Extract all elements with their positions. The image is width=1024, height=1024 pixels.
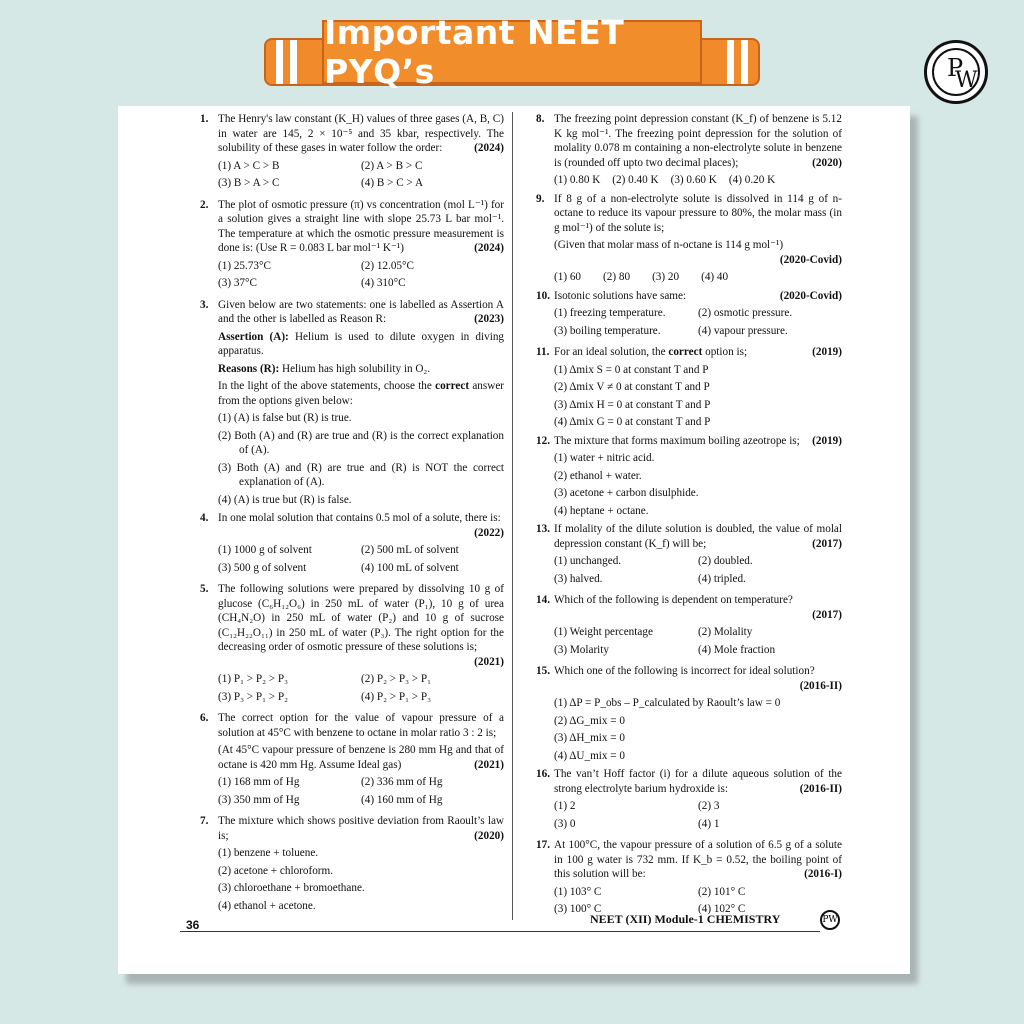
option[interactable]: (1) A > C > B [218, 159, 280, 172]
question-text: Isotonic solutions have same: [554, 289, 687, 302]
page-number: 36 [186, 918, 200, 932]
options [218, 159, 504, 194]
option[interactable]: (3) 0 [554, 817, 576, 830]
option[interactable]: (1) ΔP = P_obs – P_calculated by Raoult’s law = 0 [554, 697, 781, 709]
option[interactable]: (3) 20 [652, 271, 680, 283]
assertion-label: Assertion (A): [218, 330, 289, 343]
options [554, 451, 842, 518]
option[interactable]: (2) osmotic pressure. [698, 307, 793, 319]
question-17 [536, 838, 842, 920]
option[interactable]: (2) Δmix V ≠ 0 at constant T and P [554, 381, 710, 393]
question-text: Given below are two statements: one is labelled as Assertion A and the other is labelled as Reason R: [218, 298, 504, 325]
pw-logo-ring [932, 48, 980, 96]
question-6 [200, 711, 504, 810]
option[interactable]: (4) 40 [701, 271, 729, 283]
option[interactable]: (2) 0.40 K [612, 174, 659, 186]
options [218, 543, 504, 578]
options [218, 259, 504, 294]
question-text: If 8 g of a non-electrolyte solute is dissolved in 114 g of n-octane to reduce its vapour pressure to 80%, the molar mass (in g mol⁻¹) of the solute is; [554, 192, 842, 234]
question-year: (2021) [474, 758, 504, 771]
option[interactable]: (3) P₃ > P₁ > P₂ [218, 690, 289, 703]
options [218, 672, 504, 707]
question-year: (2024) [474, 142, 504, 154]
option[interactable]: (3) Both (A) and (R) are true and (R) is NOT the correct explanation of (A). [218, 461, 504, 488]
option[interactable]: (1) 168 mm of Hg [218, 776, 300, 788]
options [554, 270, 842, 285]
question-number: 12. [536, 434, 550, 447]
option[interactable]: (4) ethanol + acetone. [218, 899, 316, 912]
left-column [200, 112, 504, 917]
question-5 [200, 582, 504, 707]
question-year: (2024) [474, 242, 504, 254]
question-year: (2019) [812, 434, 842, 447]
option[interactable]: (4) 160 mm of Hg [361, 793, 443, 806]
pw-logo [924, 40, 988, 104]
question-year: (2022) [474, 526, 504, 539]
question-1 [200, 112, 504, 194]
question-8 [536, 112, 842, 188]
option[interactable]: (1) benzene + toluene. [218, 847, 319, 859]
question-number: 9. [536, 192, 545, 205]
option[interactable]: (2) Molality [698, 626, 753, 638]
question-text: Which of the following is dependent on temperature? [554, 594, 793, 606]
option[interactable]: (2) acetone + chloroform. [218, 864, 334, 877]
option[interactable]: (2) P₂ > P₃ > P₁ [361, 673, 432, 685]
option[interactable]: (1) P₁ > P₂ > P₃ [218, 673, 289, 685]
option[interactable]: (3) acetone + carbon disulphide. [554, 487, 699, 499]
question-number: 16. [536, 768, 550, 780]
question-text: In one molal solution that contains 0.5 mol of a solute, there is: [218, 512, 501, 524]
option[interactable]: (2) A > B > C [361, 159, 423, 172]
option[interactable]: (3) 100° C [554, 903, 602, 915]
question-number: 10. [536, 289, 550, 302]
option[interactable]: (1) Weight percentage [554, 626, 653, 638]
option[interactable]: (1) water + nitric acid. [554, 452, 655, 464]
banner-stripe [276, 40, 283, 84]
right-column [536, 112, 842, 924]
option[interactable]: (1) 0.80 K [554, 174, 601, 186]
question-year: (2021) [474, 655, 504, 668]
option[interactable]: (2) doubled. [698, 555, 753, 567]
instruction-text: In the light of the above statements, choose the [218, 380, 432, 392]
question-number: 6. [200, 712, 209, 724]
option[interactable]: (2) 12.05°C [361, 259, 414, 272]
question-year: (2020-Covid) [779, 253, 842, 266]
question-16 [536, 767, 842, 834]
question-2 [200, 198, 504, 294]
question-year: (2016-I) [804, 868, 842, 880]
footer-rule [180, 931, 820, 932]
option[interactable]: (4) 0.20 K [728, 174, 776, 186]
option[interactable]: (4) P₂ > P₁ > P₃ [361, 690, 432, 703]
options [218, 775, 504, 810]
question-year: (2016-II) [799, 782, 842, 795]
banner-stripe [741, 40, 748, 84]
option[interactable]: (2) Both (A) and (R) are true and (R) is the correct explanation of (A). [218, 429, 504, 456]
option[interactable]: (3) Molarity [554, 643, 609, 656]
question-text: At 100°C, the vapour pressure of a solution of 6.5 g of a solute in 100 g water is 732 mm. If K_b = 0.52, the boiling point of this solution will be: [554, 839, 842, 880]
option[interactable]: (2) 336 mm of Hg [361, 776, 443, 788]
question-text: The following solutions were prepared by dissolving 10 g of glucose (C₆H₁₂O₆) in 250 mL of water (P₁), 10 g of urea (CH₄N₂O) in 250 mL of water (P₂) and 10 g of sucrose (C₁₂H₂₂O₁₁) in 250 mL of water (P₃). The right option for the decreasing order of osmotic pressure of these solutions is; [218, 583, 504, 653]
question-15 [536, 664, 842, 763]
question-text: option is; [705, 346, 748, 358]
reason-label: Reasons (R): [218, 362, 280, 375]
question-13 [536, 522, 842, 589]
option[interactable]: (4) 100 mL of solvent [361, 561, 459, 574]
question-4 [200, 511, 504, 578]
column-divider [512, 112, 513, 920]
options [554, 696, 842, 763]
option[interactable]: (2) ethanol + water. [554, 469, 642, 482]
option[interactable]: (3) 500 g of solvent [218, 561, 307, 574]
assertion [218, 330, 504, 359]
option[interactable]: (3) 350 mm of Hg [218, 793, 300, 806]
option[interactable]: (1) 25.73°C [218, 259, 271, 272]
options [554, 625, 842, 660]
page-title: Important NEET PYQ’s [322, 20, 702, 84]
option[interactable]: (2) 101° C [698, 885, 746, 898]
option[interactable]: (4) 310°C [361, 277, 406, 289]
option[interactable]: (2) ΔG_mix = 0 [554, 714, 625, 727]
options [554, 363, 842, 430]
note-text: (At 45°C vapour pressure of benzene is 280 mm Hg and that of octane is 420 mm Hg. Assume Ideal gas) [218, 744, 504, 771]
question-number: 13. [536, 523, 550, 535]
question-text-bold: correct [668, 346, 703, 358]
option[interactable]: (4) Δmix G = 0 at constant T and P [554, 416, 711, 428]
question-number: 15. [536, 665, 550, 677]
question-note [218, 743, 504, 772]
question-number: 8. [536, 113, 545, 125]
question-12 [536, 434, 842, 519]
option[interactable]: (4) 1 [698, 817, 720, 830]
question-number: 17. [536, 839, 550, 851]
question-text: Which one of the following is incorrect for ideal solution? [554, 665, 815, 677]
question-7 [200, 814, 504, 913]
option[interactable]: (2) 80 [603, 271, 631, 283]
option[interactable]: (3) halved. [554, 572, 603, 585]
option[interactable]: (3) boiling temperature. [554, 324, 661, 337]
question-text: The mixture that forms maximum boiling azeotrope is; [554, 434, 800, 447]
question-text: The mixture which shows positive deviation from Raoult’s law is; [218, 815, 504, 842]
question-year: (2016-II) [799, 679, 842, 692]
question-year: (2020-Covid) [779, 289, 842, 302]
option[interactable]: (4) 102° C [698, 903, 746, 915]
option[interactable]: (2) 500 mL of solvent [361, 544, 459, 556]
instruction-text: answer from the options given below: [218, 380, 505, 407]
option[interactable]: (1) unchanged. [554, 555, 622, 567]
question-text: The freezing point depression constant (K_f) of benzene is 5.12 K kg mol⁻¹. The freezing point depression for the solution of molality 0.078 m containing a non-electrolyte solute in benzene is (rounded off upto two decimal places); [554, 113, 842, 169]
reason-text: Helium has high solubility in O₂. [282, 362, 431, 375]
option[interactable]: (4) vapour pressure. [698, 324, 788, 337]
option[interactable]: (3) B > A > C [218, 177, 280, 189]
footer-pw-logo-icon: PW [820, 910, 840, 930]
question-year: (2017) [812, 537, 842, 550]
question-text: The Henry's law constant (K_H) values of three gases (A, B, C) in water are 145, 2 × 10⁻⁵ and 35 kbar, respectively. The solubility of these gases in water follow the order: [218, 113, 504, 154]
question-number: 3. [200, 298, 209, 311]
question-text: The plot of osmotic pressure (π) vs concentration (mol L⁻¹) for a solution gives a straight line with slope 25.73 L bar mol⁻¹. The temperature at which the osmotic pressure measurement is done is: (Use R = 0.083 L bar mol⁻¹ K⁻¹) [218, 198, 504, 254]
options [218, 846, 504, 913]
question-number: 14. [536, 594, 550, 606]
instruction-bold: correct [435, 380, 470, 392]
option[interactable]: (4) Mole fraction [698, 643, 776, 656]
option[interactable]: (2) 3 [698, 800, 720, 812]
option[interactable]: (4) heptane + octane. [554, 504, 649, 517]
question-number: 5. [200, 583, 209, 595]
instruction [218, 379, 504, 408]
question-number: 7. [200, 815, 209, 827]
option[interactable]: (4) B > C > A [361, 177, 424, 189]
question-year: (2020) [474, 829, 504, 842]
question-number: 2. [200, 198, 209, 211]
banner-stripe [290, 40, 297, 84]
footer-title: NEET (XII) Module-1 CHEMISTRY [590, 912, 781, 926]
option[interactable]: (1) freezing temperature. [554, 307, 666, 319]
option[interactable]: (3) chloroethane + bromoethane. [218, 882, 365, 894]
question-14 [536, 593, 842, 660]
assertion-text: Helium is used to dilute oxygen in diving apparatus. [218, 330, 505, 357]
option[interactable]: (3) ΔH_mix = 0 [554, 732, 625, 744]
options [554, 306, 842, 341]
option[interactable]: (1) 1000 g of solvent [218, 544, 312, 556]
options [554, 173, 842, 188]
question-note: (Given that molar mass of n-octane is 114 g mol⁻¹) [554, 239, 784, 251]
reason [218, 362, 504, 377]
option[interactable]: (1) (A) is false but (R) is true. [218, 412, 352, 424]
question-10 [536, 289, 842, 342]
options [218, 411, 504, 507]
options [554, 554, 842, 589]
question-number: 1. [200, 113, 209, 125]
question-text: For an ideal solution, the [554, 346, 666, 358]
question-number: 4. [200, 512, 209, 524]
question-year: (2020) [812, 156, 842, 169]
logo-letter-w: W [955, 68, 978, 93]
question-11 [536, 345, 842, 430]
question-3 [200, 298, 504, 508]
option[interactable]: (3) 37°C [218, 277, 257, 289]
question-number: 11. [536, 346, 550, 358]
option[interactable]: (1) 2 [554, 800, 576, 812]
banner-stripe [727, 40, 734, 84]
option[interactable]: (4) (A) is true but (R) is false. [218, 493, 352, 506]
question-year: (2019) [812, 346, 842, 358]
question-text: The van’t Hoff factor (i) for a dilute aqueous solution of the strong electrolyte barium hydroxide is: [554, 768, 842, 795]
option[interactable]: (1) Δmix S = 0 at constant T and P [554, 363, 709, 376]
question-year: (2023) [474, 313, 504, 325]
question-text: The correct option for the value of vapour pressure of a solution at 45°C with benzene to octane in molar ratio 3 : 2 is; [218, 712, 504, 739]
question-9 [536, 192, 842, 285]
option[interactable]: (1) 60 [554, 271, 582, 283]
options [554, 799, 842, 834]
logo-letter-p: P [947, 54, 964, 82]
option[interactable]: (1) 103° C [554, 885, 602, 898]
option[interactable]: (4) tripled. [698, 572, 746, 585]
question-year: (2017) [812, 608, 842, 621]
option[interactable]: (3) 0.60 K [670, 174, 717, 186]
option[interactable]: (3) Δmix H = 0 at constant T and P [554, 398, 711, 411]
question-text: If molality of the dilute solution is doubled, the value of molal depression constant (K_f) will be; [554, 523, 842, 550]
option[interactable]: (4) ΔU_mix = 0 [554, 749, 625, 762]
